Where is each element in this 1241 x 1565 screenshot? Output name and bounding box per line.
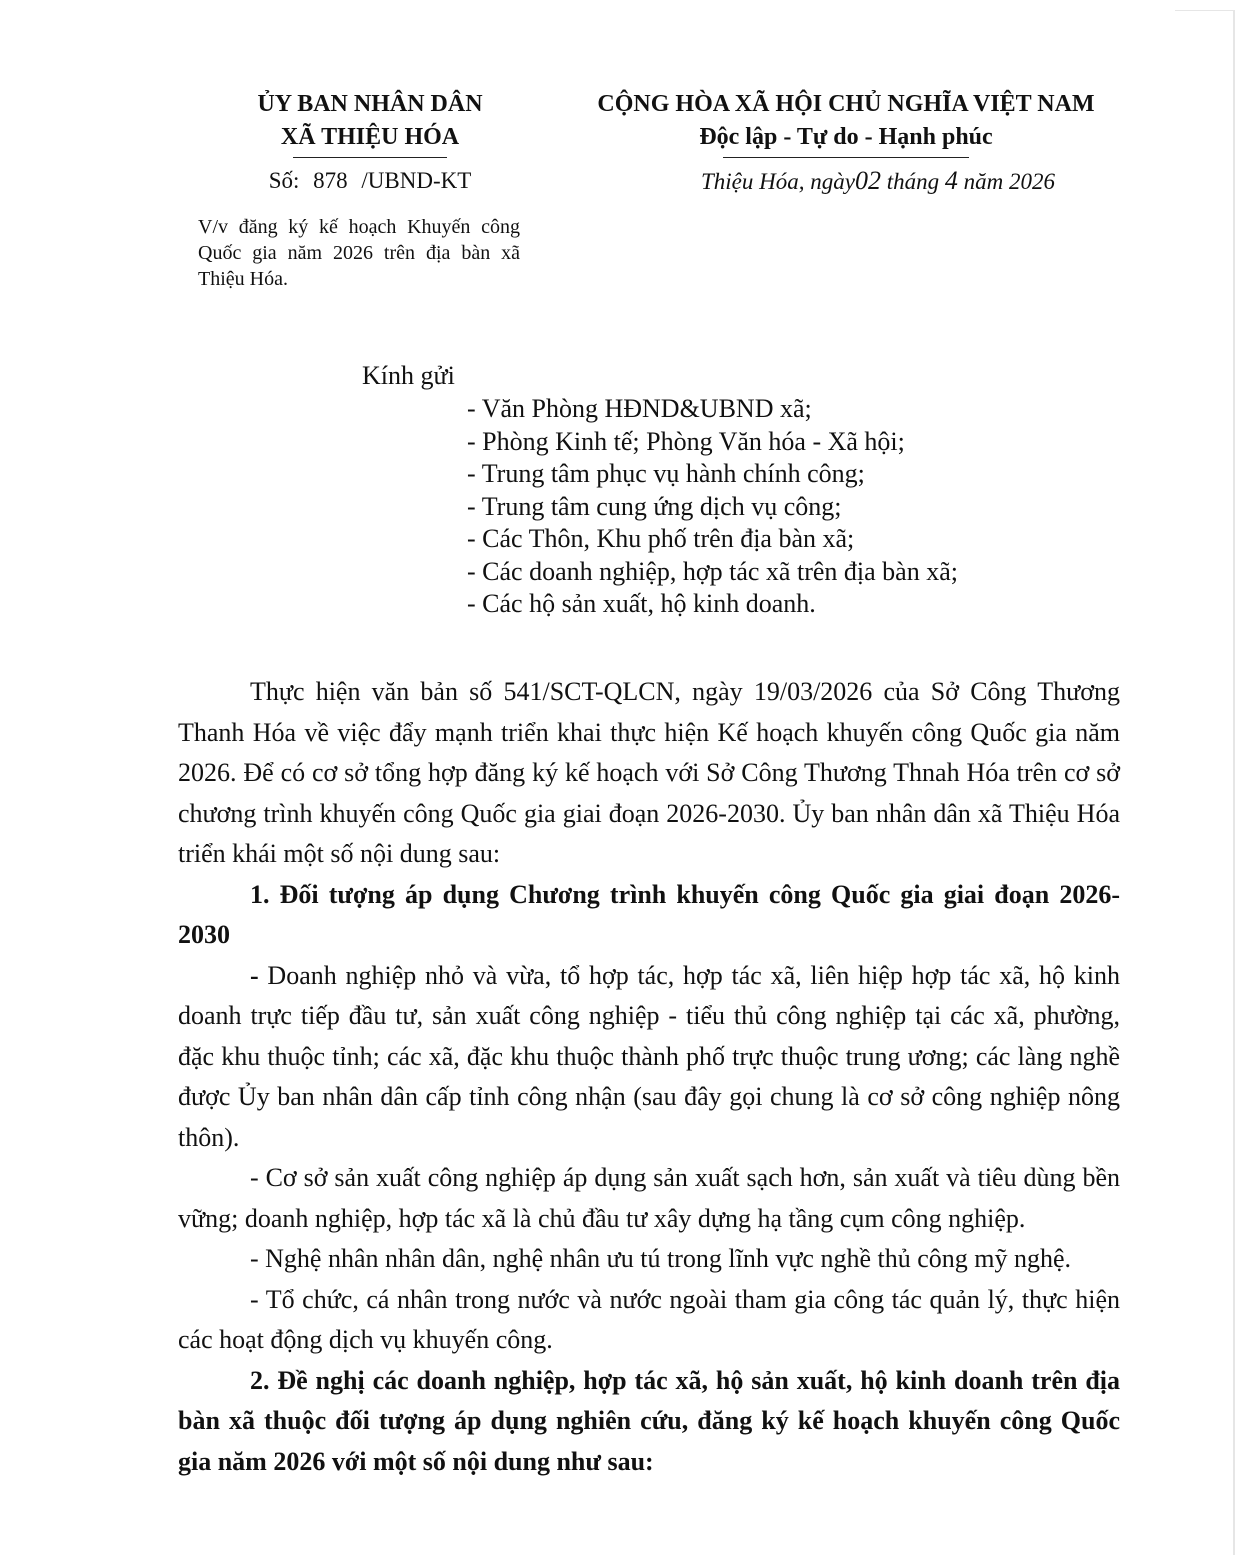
org-underline (293, 157, 447, 158)
kinh-gui-label: Kính gửi (362, 361, 455, 390)
document-body (178, 672, 1120, 1482)
motto-underline (723, 157, 969, 158)
recipient-item: - Trung tâm phục vụ hành chính công; (467, 459, 865, 488)
document-date (600, 166, 1156, 197)
page-edge-top (1175, 10, 1235, 11)
section-1-item-1 (178, 956, 1120, 1159)
page-edge (1233, 10, 1235, 1555)
section-1-item-2: - Cơ sở sản xuất công nghiệp áp dụng sản xuất sạch hơn, sản xuất và tiêu dùng bền vững; doanh nghiệp, hợp tác xã là chủ đầu tư xây dựng hạ tầng cụm công nghiệp. (178, 1163, 1120, 1233)
nation-line-1: CỘNG HÒA XÃ HỘI CHỦ NGHĨA VIỆT NAM (597, 91, 1095, 117)
issuing-authority (198, 88, 542, 158)
national-heading (578, 88, 1114, 158)
nation-line-2: Độc lập - Tự do - Hạnh phúc (699, 124, 993, 150)
section-1-item-1-text: Doanh nghiệp nhỏ và vừa, tổ hợp tác, hợp tác xã, liên hiệp hợp tác xã, hộ kinh doanh trực tiếp đầu tư, sản xuất công nghiệp - tiểu thủ công nghiệp tại các xã, phường, đặc khu thuộc tỉnh; các xã, đặc khu thuộc thành phố trực thuộc trung ương; các làng nghề được Ủy ban nhân dân cấp tỉnh công nhận (sau đây gọi chung là cơ sở công nghiệp nông thôn). (178, 960, 1120, 1152)
section-1-item-4: - Tổ chức, cá nhân trong nước và nước ngoài tham gia công tác quản lý, thực hiện các hoạt động dịch vụ khuyến công. (178, 1284, 1120, 1354)
org-line-2: XÃ THIỆU HÓA (280, 124, 460, 150)
subject-line: V/v đăng ký kế hoạch Khuyến công Quốc gia năm 2026 trên địa bàn xã Thiệu Hóa. (198, 216, 520, 290)
recipient-item: - Các doanh nghiệp, hợp tác xã trên địa bàn xã; (467, 556, 958, 586)
section-1-heading: 1. Đối tượng áp dụng Chương trình khuyến công Quốc gia giai đoạn 2026-2030 (178, 879, 1120, 949)
recipient-item: - Các hộ sản xuất, hộ kinh doanh. (467, 589, 816, 618)
section-1-item-3: - Nghệ nhân nhân dân, nghệ nhân ưu tú trong lĩnh vực nghề thủ công mỹ nghệ. (250, 1244, 1072, 1273)
recipient-item: - Các Thôn, Khu phố trên địa bàn xã; (467, 524, 855, 553)
intro-paragraph: Thực hiện văn bản số 541/SCT-QLCN, ngày 19/03/2026 của Sở Công Thương Thanh Hóa về việc đẩy mạnh triển khai thực hiện Kế hoạch khuyến công Quốc gia năm 2026. Để có cơ sở tổng hợp đăng ký kế hoạch với Sở Công Thương Thnah Hóa trên cơ sở chương trình khuyến công Quốc gia giai đoạn 2026-2030. Ủy ban nhân dân xã Thiệu Hóa triển khái một số nội dung sau: (178, 677, 1120, 868)
so-label: Số: (268, 168, 300, 193)
date-month-label: tháng (886, 169, 940, 194)
so-code: /UBND-KT (361, 168, 472, 193)
recipient-item: - Văn Phòng HĐND&UBND xã; (467, 394, 812, 423)
document-number (198, 166, 542, 196)
recipient-item: - Trung tâm cung ứng dịch vụ công; (467, 491, 842, 521)
org-line-1: ỦY BAN NHÂN DÂN (257, 91, 483, 117)
date-day: 02 (854, 166, 881, 195)
so-number: 878 (313, 168, 348, 193)
bold-dash: - (250, 960, 259, 990)
date-month: 4 (944, 166, 958, 195)
recipient-item: - Phòng Kinh tế; Phòng Văn hóa - Xã hội; (467, 426, 905, 456)
recipient-list (467, 393, 1107, 621)
section-2-heading: 2. Đề nghị các doanh nghiệp, hợp tác xã, hộ sản xuất, hộ kinh doanh trên địa bàn xã thuộc đối tượng áp dụng nghiên cứu, đăng ký kế hoạch khuyến công Quốc gia năm 2026 với một số nội dung như sau: (178, 1365, 1120, 1476)
date-prefix: Thiệu Hóa, ngày (701, 169, 855, 194)
date-year: năm 2026 (963, 169, 1055, 194)
